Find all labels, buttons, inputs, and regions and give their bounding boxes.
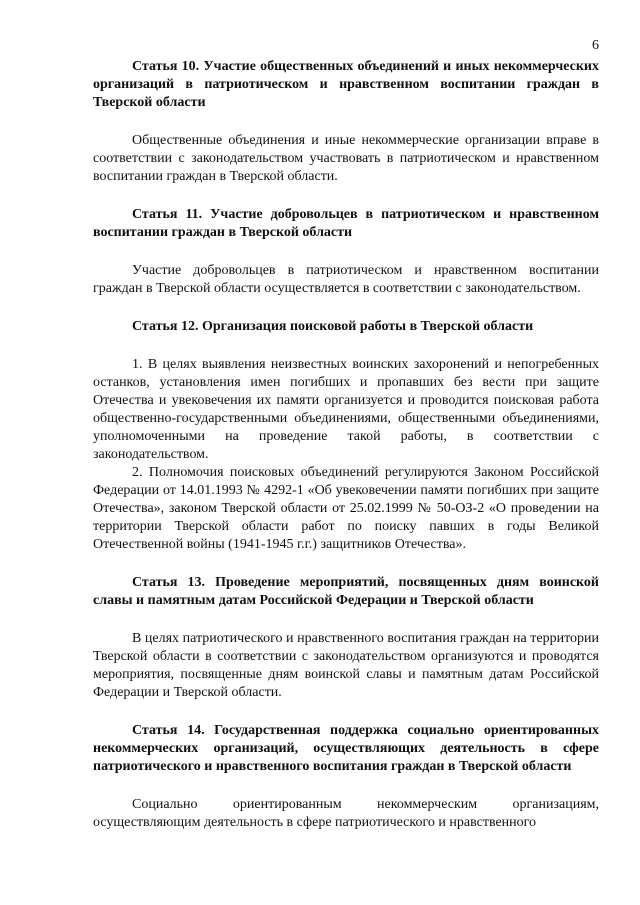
article-12-paragraph-2: 2. Полномочия поисковых объединений регулируются Законом Российской Федерации от 14.01.1993 № 4292-1 «Об увековечении памяти погибших при защите Отечества», законом Тверской области от 25.02.1999 № 50-ОЗ-2 «О проведении на территории Тверской области работ по поиску павших в годы Великой Отечественной войны (1941-1945 г.г.) защитников Отечества». <box>93 465 599 552</box>
article-13-heading: Статья 13. Проведение мероприятий, посвященных дням воинской славы и памятным датам Российской Федерации и Тверской области <box>93 575 599 608</box>
article-14-paragraph: Социально ориентированным некоммерческим организациям, осуществляющим деятельность в сфере патриотического и нравственного <box>93 797 599 830</box>
article-12-heading: Статья 12. Организация поисковой работы в Тверской области <box>132 319 534 334</box>
article-14-heading: Статья 14. Государственная поддержка социально ориентированных некоммерческих организаций, осуществляющих деятельность в сфере патриотического и нравственного воспитания граждан в Тверской области <box>93 723 599 774</box>
article-10-paragraph: Общественные объединения и иные некоммерческие организации вправе в соответствии с законодательством участвовать в патриотическом и нравственном воспитании граждан в Тверской области. <box>93 133 599 184</box>
page-number: 6 <box>592 38 599 53</box>
article-12-paragraph-1: 1. В целях выявления неизвестных воинских захоронений и непогребенных останков, установления имен погибших и пропавших без вести при защите Отечества и увековечения их памяти организуется и проводится поисковая работа общественно-государственными объединениями, общественными объединениями, уполномоченными на проведение такой работы, в соответствии с законодательством. <box>93 357 599 462</box>
article-11-heading: Статья 11. Участие добровольцев в патриотическом и нравственном воспитании граждан в Тверской области <box>93 207 599 240</box>
document-body <box>93 58 599 852</box>
article-11-paragraph: Участие добровольцев в патриотическом и нравственном воспитании граждан в Тверской области осуществляется в соответствии с законодательством. <box>93 263 599 296</box>
article-10-heading: Статья 10. Участие общественных объединений и иных некоммерческих организаций в патриотическом и нравственном воспитании граждан в Тверской области <box>93 59 599 110</box>
article-13-paragraph: В целях патриотического и нравственного воспитания граждан на территории Тверской области в соответствии с законодательством организуются и проводятся мероприятия, посвященные дням воинской славы и памятным датам Российской Федерации и Тверской области. <box>93 631 599 700</box>
